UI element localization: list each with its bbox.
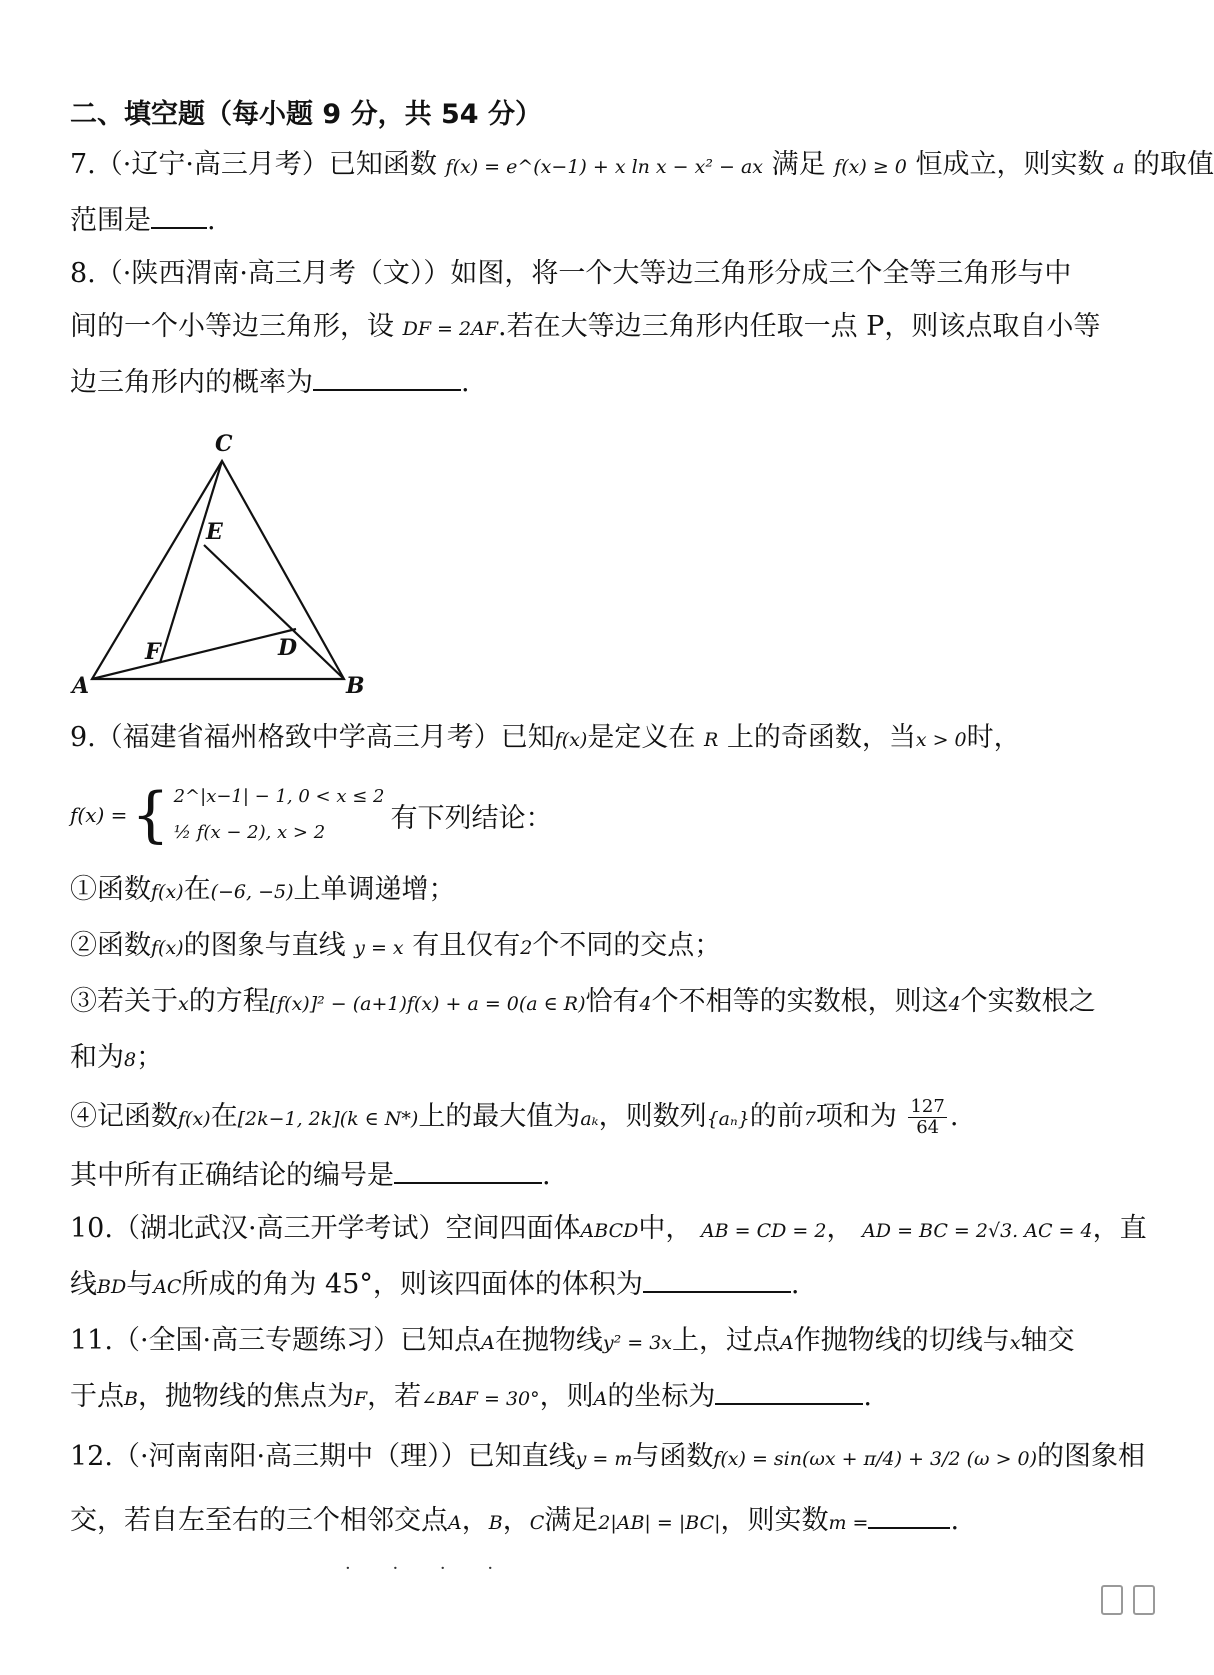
c3-n2: 4 xyxy=(948,993,961,1015)
q10-bd: BD xyxy=(97,1276,127,1298)
q8-answer-blank[interactable] xyxy=(313,363,461,391)
brace: { xyxy=(131,780,170,850)
triangle-figure xyxy=(70,417,410,707)
q11-parabola: y² = 3x xyxy=(602,1332,672,1354)
q11-line2e: 的坐标为 xyxy=(607,1381,716,1412)
c4f: 项和为 xyxy=(815,1101,897,1132)
q9-conclusion-1 xyxy=(70,863,1120,919)
c3-sum: 8 xyxy=(124,1049,137,1071)
q12-line1b: 与函数 xyxy=(632,1441,714,1472)
q7-suffix2: 的取值 xyxy=(1132,149,1214,180)
pw-case-2: ½ f(x − 2), x > 2 xyxy=(173,822,326,843)
q10-line1c: ，直 xyxy=(1092,1213,1147,1244)
segment-AD xyxy=(92,629,296,679)
q12-B: B xyxy=(488,1512,503,1534)
q9-conclusion-3 xyxy=(70,975,1120,1031)
label-B: B xyxy=(346,673,365,699)
q12-comma2: ， xyxy=(502,1505,530,1536)
q9-piecewise xyxy=(70,767,1120,863)
c1b: 在 xyxy=(183,874,211,905)
q12-line2b: 满足 xyxy=(544,1505,599,1536)
q9-conclusion-3-line-2 xyxy=(70,1031,1120,1087)
c3a: ③若关于 xyxy=(70,986,178,1017)
q7-function: f(x) = e^(x−1) + x ln x − x² − ax xyxy=(445,156,764,178)
c1c: 上单调递增； xyxy=(293,874,456,905)
c2-line: y = x xyxy=(354,937,404,959)
q7-mid: 满足 xyxy=(771,149,826,180)
question-9-line-1 xyxy=(70,711,1120,767)
q11-answer-blank[interactable] xyxy=(715,1377,863,1405)
c3-x: x xyxy=(178,993,189,1015)
pw-tail: 有下列结论： xyxy=(390,802,553,834)
section-title: 二、填空题（每小题 9 分，共 54 分） xyxy=(70,99,542,130)
q11-line1e: 轴交 xyxy=(1020,1325,1075,1356)
outer-triangle xyxy=(92,461,344,679)
q12-answer-blank[interactable] xyxy=(868,1501,950,1529)
pw-lhs: f(x) = xyxy=(70,803,128,827)
question-8-line-3 xyxy=(70,356,1120,409)
c3-n: 4 xyxy=(639,993,652,1015)
q11-line1c: 上，过点 xyxy=(672,1325,780,1356)
c3b: 的方程 xyxy=(188,986,270,1017)
q10-line2a: 线 xyxy=(70,1269,97,1300)
q9-line1a: 9.（福建省福州格致中学高三月考）已知 xyxy=(70,722,555,753)
c3-equation: [f(x)]² − (a+1)f(x) + a = 0(a ∈ R) xyxy=(269,993,586,1015)
q8-line2a: 间的一个小等边三角形，设 xyxy=(70,311,394,342)
pw-case-1: 2^|x−1| − 1, 0 < x ≤ 2 xyxy=(173,786,385,807)
segment-CF xyxy=(160,461,222,663)
q10-line2b: 与 xyxy=(126,1269,154,1300)
question-10-line-1 xyxy=(70,1202,1147,1258)
q11-x: x xyxy=(1009,1332,1021,1354)
q12-line2c: ，则实数 xyxy=(720,1505,829,1536)
corner-mark xyxy=(1133,1585,1155,1615)
q11-line1a: 11.（·全国·高三专题练习）已知点 xyxy=(70,1325,482,1356)
q11-line2c: ，若 xyxy=(367,1381,422,1412)
question-8-line-1: 8.（·陕西渭南·高三月考（文））如图，将一个大等边三角形分成三个全等三角形与中 xyxy=(70,258,1072,289)
q9-fx: f(x) xyxy=(554,729,588,751)
q9-conclusion-4 xyxy=(70,1087,1120,1149)
label-D: D xyxy=(278,635,298,661)
c2b: 的图象与直线 xyxy=(183,930,346,961)
question-12-line-1 xyxy=(70,1426,1146,1490)
q7-var: a xyxy=(1113,156,1125,178)
c3-line2: 和为 xyxy=(70,1042,124,1073)
c1-fx: f(x) xyxy=(151,881,184,903)
c4a: ④记函数 xyxy=(70,1101,178,1132)
q11-A: A xyxy=(481,1332,495,1354)
q9-tail-end: . xyxy=(542,1160,551,1191)
question-7-line-1 xyxy=(70,138,1214,194)
q9-conclusion-2 xyxy=(70,919,1120,975)
q9-answer-blank[interactable] xyxy=(394,1156,542,1184)
q10-end: . xyxy=(790,1269,800,1300)
q8-line2b: .若在大等边三角形内任取一点 P，则该点取自小等 xyxy=(498,311,1101,342)
q11-F: F xyxy=(353,1388,368,1410)
q12-ym: y = m xyxy=(575,1448,633,1470)
q11-A3: A xyxy=(593,1388,608,1410)
emphasis-dots: · · · · xyxy=(345,1558,512,1579)
label-C: C xyxy=(215,431,233,457)
q11-end: . xyxy=(863,1381,872,1412)
q11-line1b: 在抛物线 xyxy=(494,1325,603,1356)
c3-end: ； xyxy=(136,1042,164,1073)
q7-end: . xyxy=(207,205,216,236)
q9-tail-text: 其中所有正确结论的编号是 xyxy=(70,1160,394,1191)
pw-cases xyxy=(174,779,385,851)
q12-line1c: 的图象相 xyxy=(1037,1441,1146,1472)
q10-sep: ， xyxy=(826,1213,854,1244)
q10-line2c: 所成的角为 45°，则该四面体的体积为 xyxy=(181,1269,643,1300)
segment-EB xyxy=(204,545,344,679)
label-A: A xyxy=(72,673,90,699)
q12-relation: 2|AB| = |BC| xyxy=(598,1512,721,1534)
q10-line1b: 中， xyxy=(638,1213,693,1244)
q8-end: . xyxy=(461,367,470,398)
q7-condition: f(x) ≥ 0 xyxy=(834,156,907,178)
label-F: F xyxy=(145,639,161,665)
corner-mark xyxy=(1101,1585,1123,1615)
c4c: 上的最大值为 xyxy=(418,1101,581,1132)
q9-tail xyxy=(70,1149,1120,1202)
q12-function: f(x) = sin(ωx + π/4) + 3/2 (ω > 0) xyxy=(713,1448,1038,1470)
q12-A: A xyxy=(448,1512,462,1534)
q12-line1a: 12.（·河南南阳·高三期中（理））已知直线 xyxy=(70,1441,576,1472)
c3c: 恰有 xyxy=(585,986,640,1017)
question-11-line-2 xyxy=(70,1370,1120,1426)
q7-prefix: 7.（·辽宁·高三月考）已知函数 xyxy=(70,149,437,180)
c4e: 的前 xyxy=(749,1101,804,1132)
q12-m: m = xyxy=(828,1512,869,1534)
q9-R: R xyxy=(703,729,719,751)
c4-fraction xyxy=(908,1097,946,1138)
question-11-line-1 xyxy=(70,1314,1120,1370)
q10-name: ABCD xyxy=(580,1220,639,1242)
q10-answer-blank[interactable] xyxy=(643,1265,791,1293)
label-E: E xyxy=(206,519,223,545)
c2a: ②函数 xyxy=(70,930,151,961)
q11-A2: A xyxy=(780,1332,794,1354)
c4-n: 7 xyxy=(803,1108,816,1130)
c3e: 个实数根之 xyxy=(960,986,1096,1017)
frac-den: 64 xyxy=(916,1117,940,1138)
question-12-line-2 xyxy=(70,1490,1120,1554)
c4-ak: aₖ xyxy=(580,1108,599,1130)
q8-expr: DF = 2AF xyxy=(402,318,499,340)
question-7-line-2 xyxy=(70,194,1120,247)
q7-line2: 范围是 xyxy=(70,205,151,236)
q11-line2d: ，则 xyxy=(539,1381,594,1412)
q9-line1d: 时， xyxy=(966,722,1021,753)
q12-line2a: 交，若自左至右的三个相邻交点 xyxy=(70,1505,448,1536)
corner-marks xyxy=(1101,1585,1155,1615)
c4b: 在 xyxy=(210,1101,238,1132)
q10-ac: AC xyxy=(153,1276,182,1298)
question-10-line-2 xyxy=(70,1258,1120,1314)
c4-fx: f(x) xyxy=(178,1108,211,1130)
c1-interval: (−6, −5) xyxy=(210,881,294,903)
c4-interval: [2k−1, 2k](k ∈ N*) xyxy=(237,1108,419,1130)
c4-seq: {aₙ} xyxy=(706,1108,750,1130)
q11-line2a: 于点 xyxy=(70,1381,124,1412)
q9-line1b: 是定义在 xyxy=(587,722,696,753)
q12-end: . xyxy=(950,1505,960,1536)
q12-comma1: ， xyxy=(461,1505,489,1536)
frac-num: 127 xyxy=(910,1096,945,1117)
question-8-line-2 xyxy=(70,300,1120,356)
q10-line1a: 10.（湖北武汉·高三开学考试）空间四面体 xyxy=(70,1213,581,1244)
c1a: ①函数 xyxy=(70,874,151,905)
q11-line1d: 作抛物线的切线与 xyxy=(793,1325,1010,1356)
c4-end: . xyxy=(949,1101,959,1132)
c4d: ，则数列 xyxy=(598,1101,707,1132)
q11-line2b: ，抛物线的焦点为 xyxy=(137,1381,354,1412)
q8-line3: 边三角形内的概率为 xyxy=(70,367,313,398)
c2c: 有且仅有 xyxy=(412,930,521,961)
c2-n: 2 xyxy=(520,937,533,959)
q9-cond: x > 0 xyxy=(915,729,967,751)
q10-e1: AB = CD = 2 xyxy=(700,1220,827,1242)
q12-C: C xyxy=(529,1512,545,1534)
q7-suffix: 恒成立，则实数 xyxy=(915,149,1105,180)
q11-B: B xyxy=(124,1388,138,1410)
q11-angle: ∠BAF = 30° xyxy=(421,1388,540,1410)
exam-page xyxy=(70,92,1214,1554)
q10-e2: AD = BC = 2√3 xyxy=(862,1220,1013,1242)
c2-fx: f(x) xyxy=(151,937,184,959)
triangle-diagram xyxy=(70,417,410,707)
c2d: 个不同的交点； xyxy=(532,930,722,961)
q7-answer-blank[interactable] xyxy=(151,201,207,229)
c3d: 个不相等的实数根，则这 xyxy=(651,986,949,1017)
q10-e3: . AC = 4 xyxy=(1012,1220,1093,1242)
q9-line1c: 上的奇函数，当 xyxy=(726,722,916,753)
